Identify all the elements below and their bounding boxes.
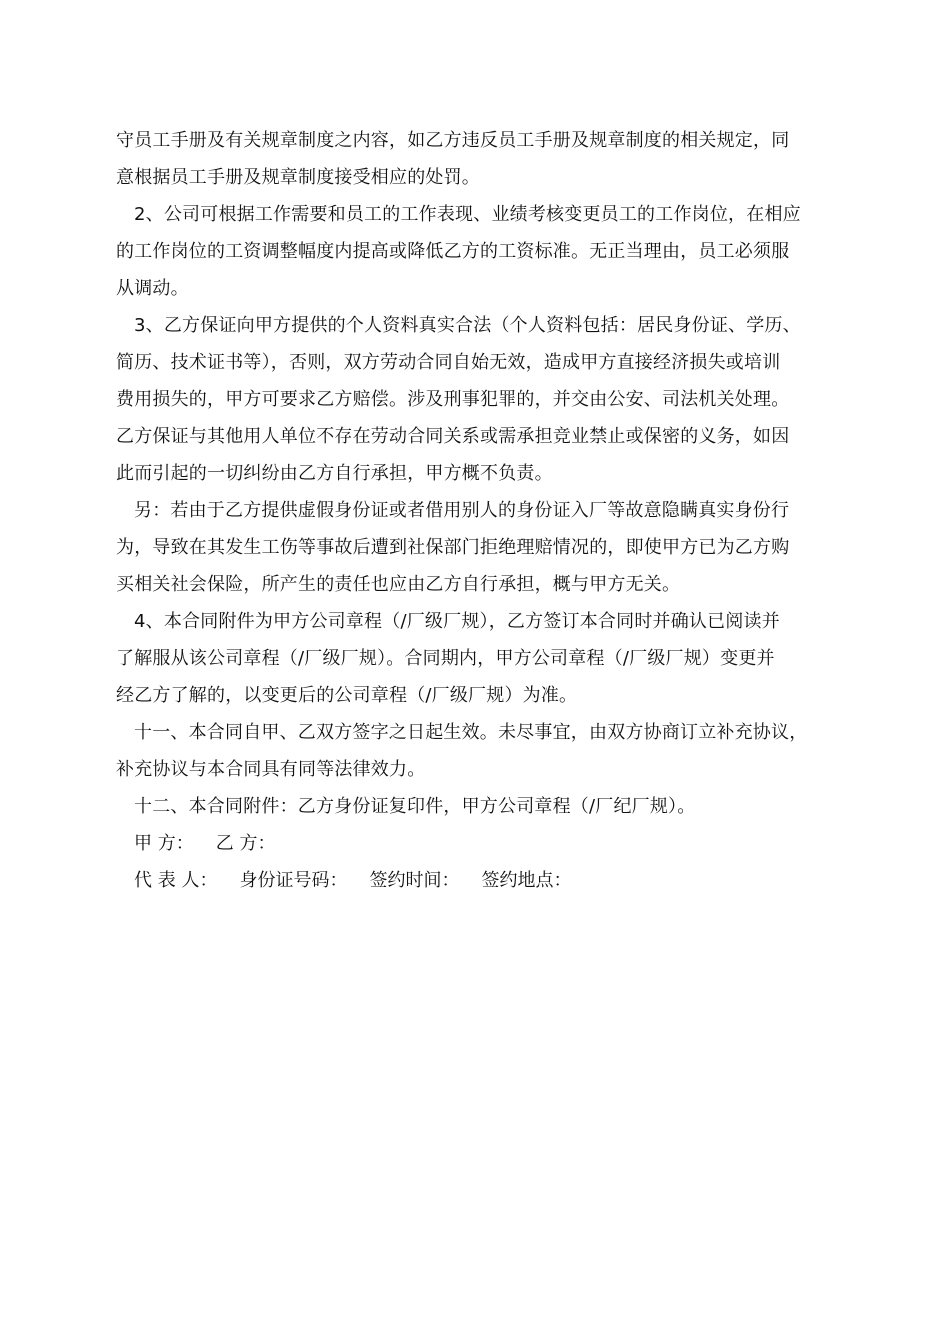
text-line: 十二、本合同附件：乙方身份证复印件，甲方公司章程（/厂纪厂规）。 — [134, 796, 696, 817]
signature-details-row — [116, 862, 846, 899]
text-line: 从调动。 — [116, 278, 189, 299]
paragraph-clause-3 — [116, 307, 846, 492]
text-line: 意根据员工手册及规章制度接受相应的处罚。 — [116, 167, 480, 188]
text-line: 十一、本合同自甲、乙双方签字之日起生效。未尽事宜，由双方协商订立补充协议， — [134, 722, 808, 743]
paragraph-clause-4 — [116, 603, 846, 714]
text-line: 了解服从该公司章程（/厂级厂规）。合同期内，甲方公司章程（/厂级厂规）变更并 — [116, 648, 775, 669]
text-line: 的工作岗位的工资调整幅度内提高或降低乙方的工资标准。无正当理由，员工必须服 — [116, 241, 790, 262]
id-number-label: 身份证号码： — [239, 870, 348, 891]
party-b-label: 乙 方： — [215, 833, 276, 854]
representative-label: 代 表 人： — [134, 870, 218, 891]
text-line: 3、乙方保证向甲方提供的个人资料真实合法（个人资料包括：居民身份证、学历、 — [134, 315, 801, 336]
signature-parties-row — [116, 825, 846, 862]
text-line: 另：若由于乙方提供虚假身份证或者借用别人的身份证入厂等故意隐瞒真实身份行 — [134, 500, 790, 521]
paragraph-clause-11 — [116, 714, 846, 788]
paragraph-employee-handbook — [116, 122, 846, 196]
text-line: 买相关社会保险，所产生的责任也应由乙方自行承担，概与甲方无关。 — [116, 574, 681, 595]
text-line: 4、本合同附件为甲方公司章程（/厂级厂规），乙方签订本合同时并确认已阅读并 — [134, 611, 780, 632]
text-line: 2、公司可根据工作需要和员工的工作表现、业绩考核变更员工的工作岗位，在相应 — [134, 204, 801, 225]
paragraph-clause-2 — [116, 196, 846, 307]
party-a-label: 甲 方： — [134, 833, 194, 854]
text-line: 经乙方了解的，以变更后的公司章程（/厂级厂规）为准。 — [116, 685, 578, 706]
text-line: 此而引起的一切纠纷由乙方自行承担，甲方概不负责。 — [116, 463, 553, 484]
paragraph-clause-12 — [116, 788, 846, 825]
text-line: 为，导致在其发生工伤等事故后遭到社保部门拒绝理赔情况的，即使甲方已为乙方购 — [116, 537, 790, 558]
paragraph-additional-note — [116, 492, 846, 603]
document-page — [116, 122, 846, 899]
text-line: 补充协议与本合同具有同等法律效力。 — [116, 759, 426, 780]
text-line: 简历、技术证书等），否则，双方劳动合同自始无效，造成甲方直接经济损失或培训 — [116, 352, 781, 373]
sign-place-label: 签约地点： — [481, 870, 572, 891]
text-line: 乙方保证与其他用人单位不存在劳动合同关系或需承担竞业禁止或保密的义务，如因 — [116, 426, 790, 447]
text-line: 守员工手册及有关规章制度之内容，如乙方违反员工手册及规章制度的相关规定，同 — [116, 130, 790, 151]
sign-time-label: 签约时间： — [369, 870, 460, 891]
text-line: 费用损失的，甲方可要求乙方赔偿。涉及刑事犯罪的，并交由公安、司法机关处理。 — [116, 389, 790, 410]
